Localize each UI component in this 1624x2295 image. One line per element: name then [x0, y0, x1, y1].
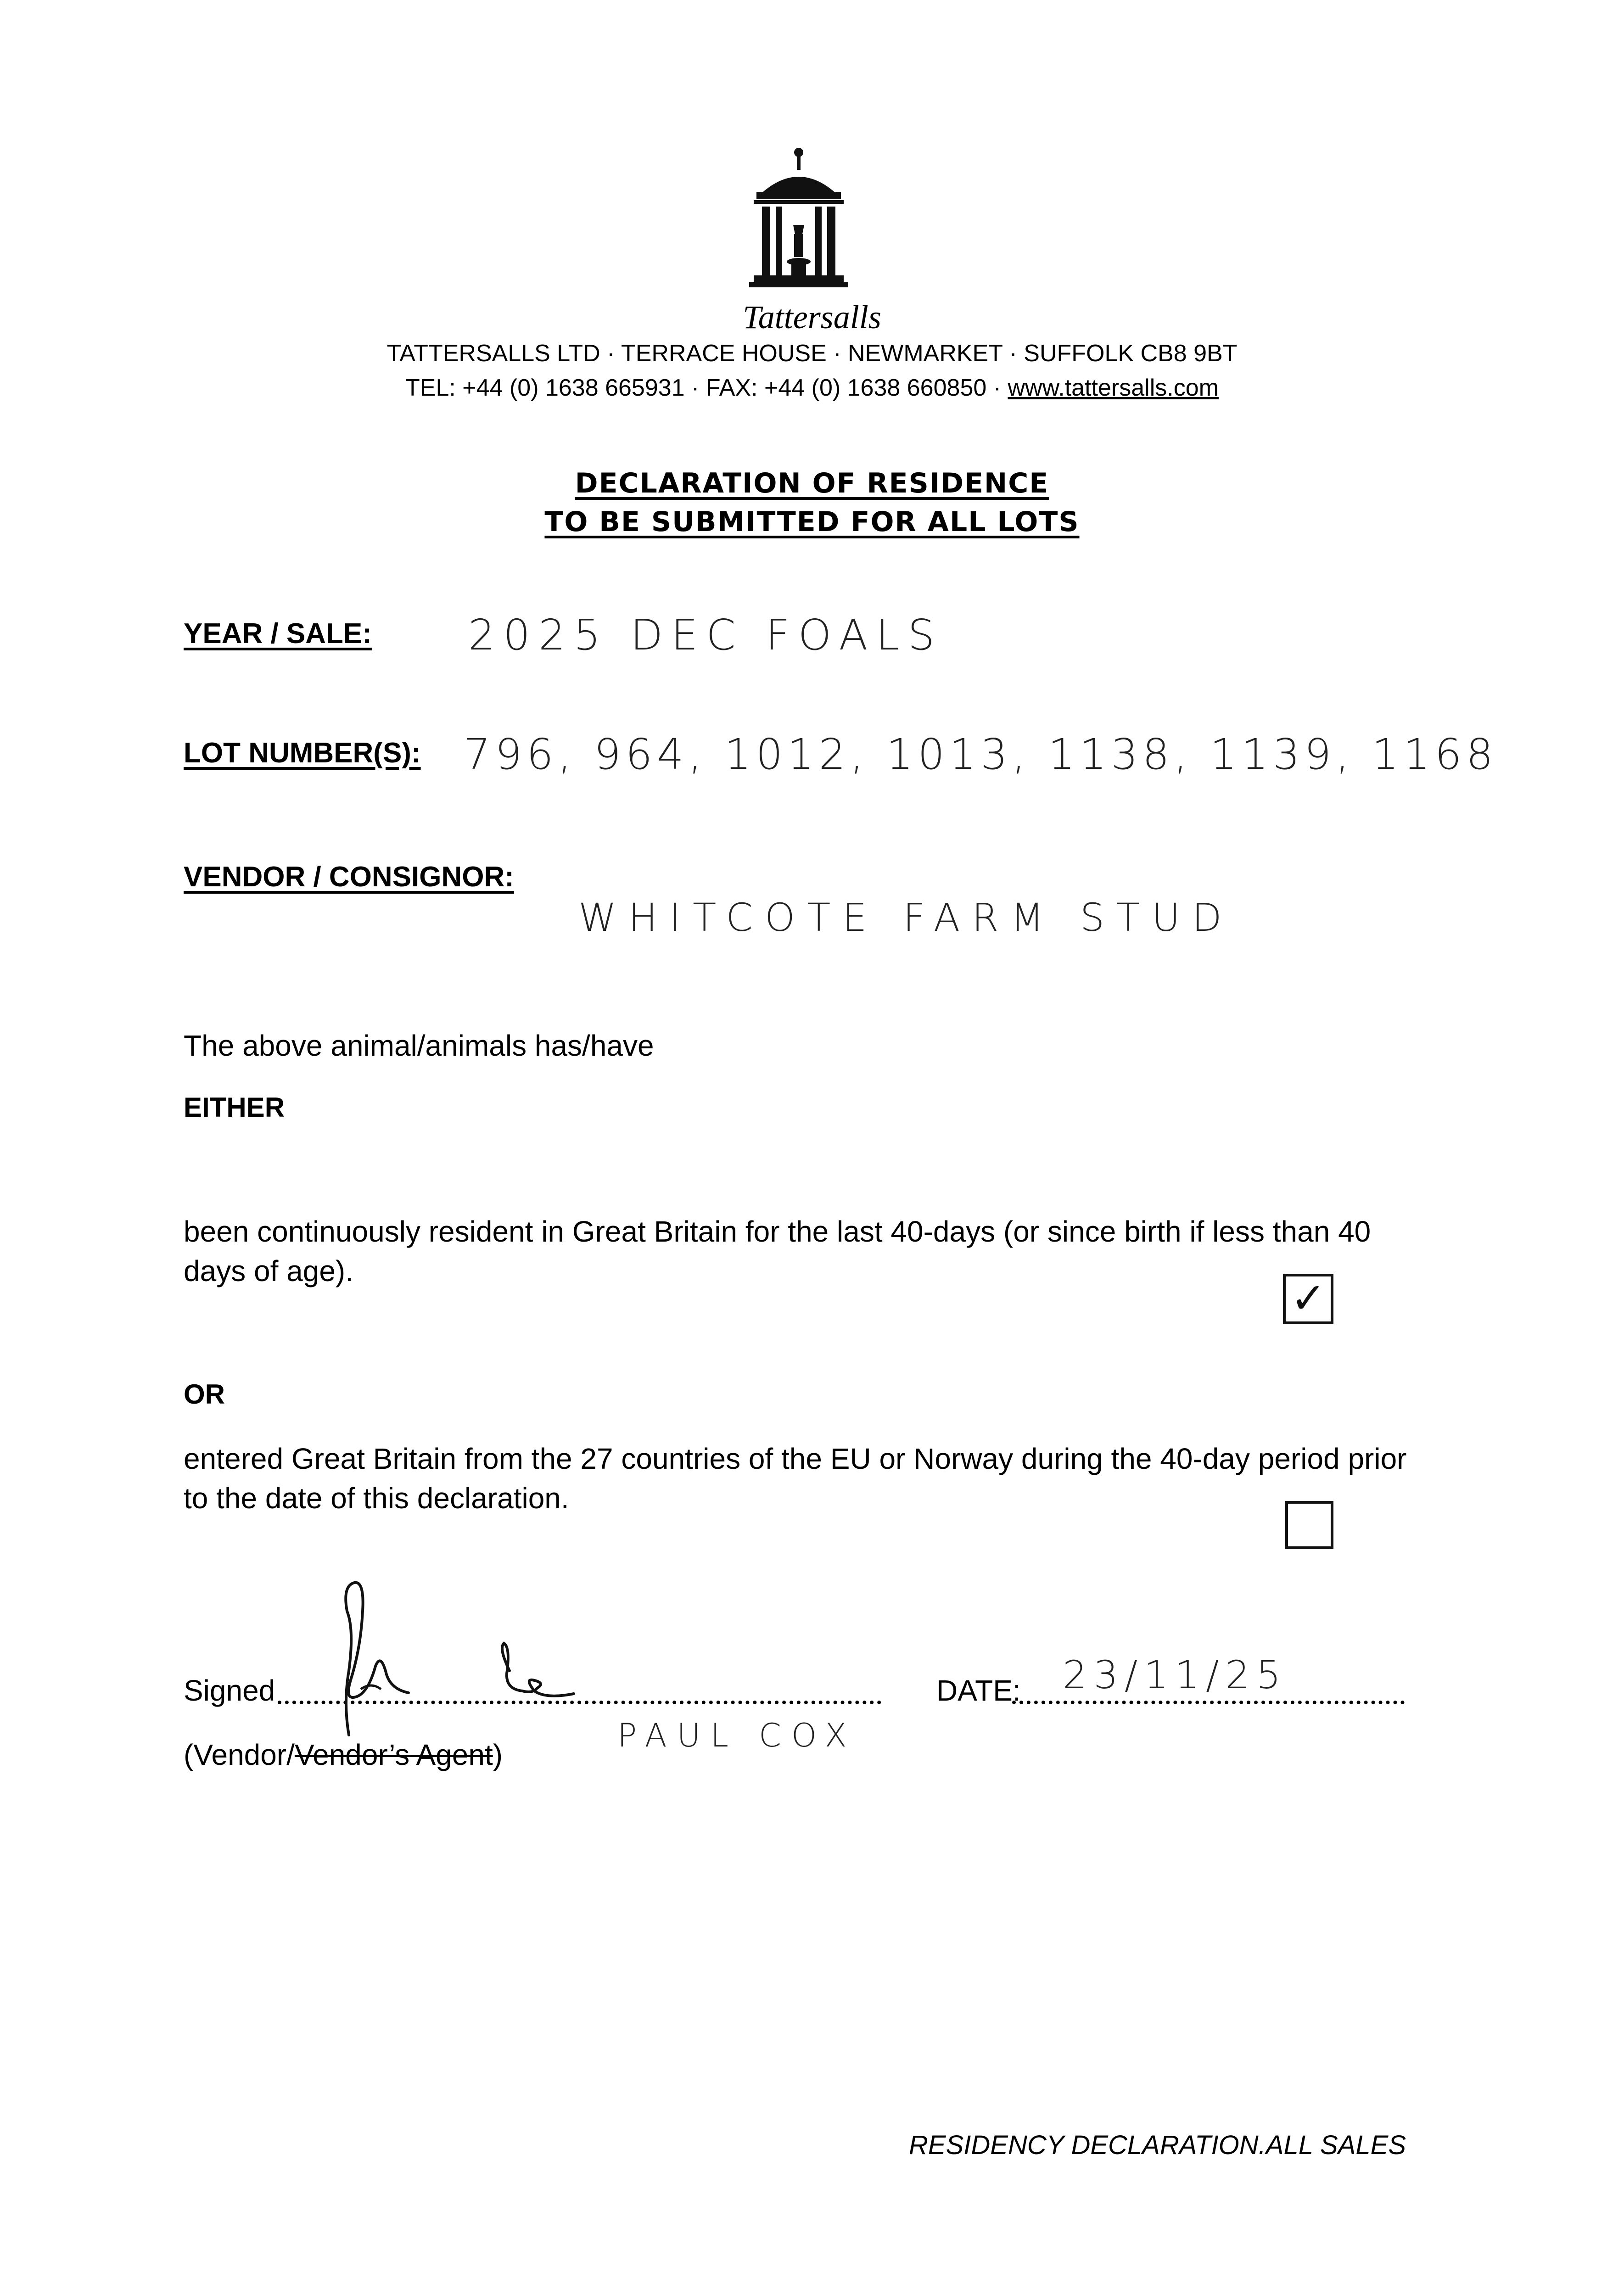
- option1-checkbox[interactable]: [1283, 1274, 1333, 1324]
- role-vendor-agent-struck: Vendor’s Agent: [294, 1738, 493, 1771]
- rotunda-logo-icon: [744, 142, 854, 298]
- option2-checkbox[interactable]: [1285, 1501, 1333, 1549]
- either-label: EITHER: [184, 1092, 285, 1123]
- website-link[interactable]: www.tattersalls.com: [1008, 375, 1219, 401]
- company-name: Tattersalls: [743, 299, 881, 336]
- role-vendor: (Vendor/: [184, 1738, 295, 1771]
- signature-scribble: [317, 1579, 610, 1744]
- date-label: DATE:: [936, 1674, 1021, 1707]
- year-sale-label: YEAR / SALE:: [184, 618, 372, 649]
- lot-numbers-label: LOT NUMBER(S):: [184, 737, 421, 769]
- contact-phone-fax: TEL: +44 (0) 1638 665931 · FAX: +44 (0) 1638 660850 ·: [405, 375, 1008, 401]
- date-line[interactable]: [1012, 1701, 1405, 1704]
- company-contact: [0, 374, 1624, 402]
- document-title-line1: DECLARATION OF RESIDENCE: [575, 467, 1049, 499]
- document-title-line2: TO BE SUBMITTED FOR ALL LOTS: [544, 506, 1080, 538]
- date-value[interactable]: 23/11/25: [1063, 1652, 1288, 1697]
- vendor-label: VENDOR / CONSIGNOR:: [184, 861, 514, 893]
- company-address: TATTERSALLS LTD · TERRACE HOUSE · NEWMARKET · SUFFOLK CB8 9BT: [386, 340, 1238, 367]
- lot-numbers-value[interactable]: 796, 964, 1012, 1013, 1138, 1139, 1168: [464, 730, 1498, 779]
- printed-name[interactable]: PAUL COX: [617, 1717, 857, 1754]
- footer-label: RESIDENCY DECLARATION.ALL SALES: [909, 2130, 1406, 2160]
- handwritten-signature-icon: [317, 1579, 610, 1744]
- checkmark-icon: ✓: [1290, 1274, 1326, 1323]
- signer-role: [184, 1735, 503, 1774]
- signed-label: Signed: [184, 1674, 275, 1707]
- option1-text: been continuously resident in Great Britain for the last 40-days (or since birth if less than 40 days of age).: [184, 1215, 1371, 1287]
- role-close: ): [493, 1738, 503, 1771]
- option2-text: entered Great Britain from the 27 countries of the EU or Norway during the 40-day period prior to the date of this declaration.: [184, 1442, 1407, 1515]
- vendor-value[interactable]: WHITCOTE FARM STUD: [578, 895, 1234, 940]
- declaration-intro: The above animal/animals has/have: [184, 1029, 654, 1062]
- or-label: OR: [184, 1379, 225, 1410]
- year-sale-value[interactable]: 2025 DEC FOALS: [468, 610, 943, 660]
- tattersalls-logo: [744, 142, 854, 298]
